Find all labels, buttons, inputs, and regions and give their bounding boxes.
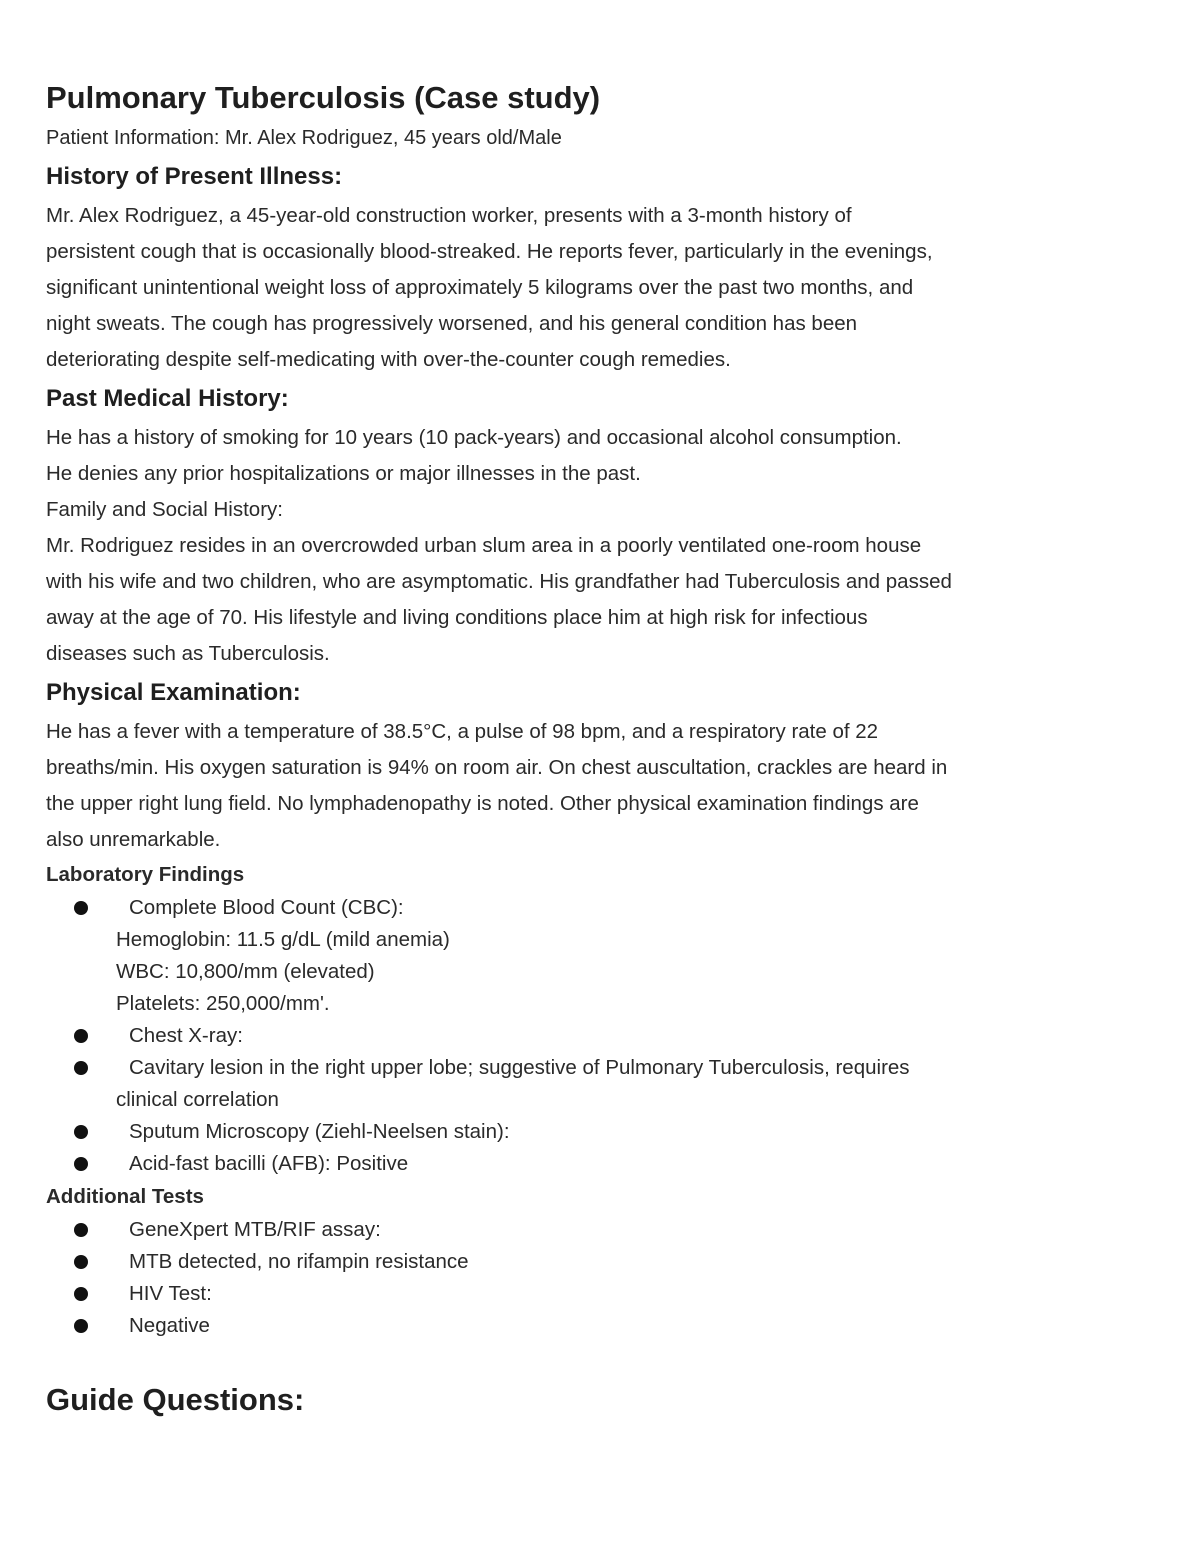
pmh-line: He has a history of smoking for 10 years (10 pack-years) and occasional alcohol consumption. xyxy=(46,426,902,449)
list-item xyxy=(46,1246,1161,1278)
lab-findings-list xyxy=(46,892,1161,924)
bullet-icon xyxy=(74,1157,88,1171)
cavitary-lesion-text-continued: clinical correlation xyxy=(116,1088,279,1111)
physical-exam-line: also unremarkable. xyxy=(46,828,221,851)
bullet-icon xyxy=(74,901,88,915)
wbc-value: WBC: 10,800/mm (elevated) xyxy=(116,960,375,983)
list-item xyxy=(46,1020,1161,1052)
cbc-label: Complete Blood Count (CBC): xyxy=(129,896,404,919)
list-item xyxy=(46,1148,1161,1180)
physical-exam-line: breaths/min. His oxygen saturation is 94% on room air. On chest auscultation, crackles are heard in xyxy=(46,756,948,779)
genexpert-label: GeneXpert MTB/RIF assay: xyxy=(129,1218,381,1241)
additional-tests-heading: Additional Tests xyxy=(46,1185,204,1208)
list-item xyxy=(46,892,1161,924)
bullet-icon xyxy=(74,1223,88,1237)
guide-questions-heading: Guide Questions: xyxy=(46,1382,305,1417)
pmh-paragraph xyxy=(46,420,1161,492)
hpi-line: deteriorating despite self-medicating with over-the-counter cough remedies. xyxy=(46,348,731,371)
hpi-line: significant unintentional weight loss of approximately 5 kilograms over the past two months, and xyxy=(46,276,914,299)
physical-exam-heading: Physical Examination: xyxy=(46,679,301,706)
physical-exam-line: He has a fever with a temperature of 38.5°C, a pulse of 98 bpm, and a respiratory rate of 22 xyxy=(46,720,879,743)
afb-result: Acid-fast bacilli (AFB): Positive xyxy=(129,1152,409,1175)
list-item xyxy=(46,1278,1161,1310)
list-item xyxy=(46,1052,1161,1116)
bullet-icon xyxy=(74,1029,88,1043)
family-social-heading: Family and Social History: xyxy=(46,498,283,521)
list-item xyxy=(46,1310,1161,1342)
pmh-heading: Past Medical History: xyxy=(46,385,289,412)
hiv-test-label: HIV Test: xyxy=(129,1282,212,1305)
lab-findings-list-continued xyxy=(46,1020,1161,1180)
document-page xyxy=(46,76,1161,1422)
pmh-line: He denies any prior hospitalizations or major illnesses in the past. xyxy=(46,462,641,485)
family-social-line: Mr. Rodriguez resides in an overcrowded urban slum area in a poorly ventilated one-room house xyxy=(46,534,922,557)
bullet-icon xyxy=(74,1319,88,1333)
sputum-microscopy-label: Sputum Microscopy (Ziehl-Neelsen stain): xyxy=(129,1120,510,1143)
list-item xyxy=(46,1116,1161,1148)
hpi-paragraph xyxy=(46,198,1161,378)
family-social-line: diseases such as Tuberculosis. xyxy=(46,642,330,665)
mtb-result: MTB detected, no rifampin resistance xyxy=(129,1250,469,1273)
family-social-paragraph xyxy=(46,528,1161,672)
hpi-line: night sweats. The cough has progressively worsened, and his general condition has been xyxy=(46,312,858,335)
hpi-heading: History of Present Illness: xyxy=(46,163,343,190)
cbc-values xyxy=(46,924,1161,1020)
bullet-icon xyxy=(74,1061,88,1075)
platelets-value: Platelets: 250,000/mm'. xyxy=(116,992,330,1015)
physical-exam-line: the upper right lung field. No lymphadenopathy is noted. Other physical examination findings are xyxy=(46,792,919,815)
document-title: Pulmonary Tuberculosis (Case study) xyxy=(46,80,601,115)
family-social-line: with his wife and two children, who are asymptomatic. His grandfather had Tuberculosis and passed xyxy=(46,570,952,593)
bullet-icon xyxy=(74,1255,88,1269)
lab-findings-heading: Laboratory Findings xyxy=(46,863,245,886)
additional-tests-list xyxy=(46,1214,1161,1342)
chest-xray-label: Chest X-ray: xyxy=(129,1024,243,1047)
hiv-result: Negative xyxy=(129,1314,210,1337)
family-social-line: away at the age of 70. His lifestyle and living conditions place him at high risk for infectious xyxy=(46,606,868,629)
hpi-line: persistent cough that is occasionally blood-streaked. He reports fever, particularly in the evenings, xyxy=(46,240,933,263)
cavitary-lesion-text: Cavitary lesion in the right upper lobe; suggestive of Pulmonary Tuberculosis, requires xyxy=(129,1056,910,1079)
list-item xyxy=(46,1214,1161,1246)
bullet-icon xyxy=(74,1287,88,1301)
bullet-icon xyxy=(74,1125,88,1139)
hpi-line: Mr. Alex Rodriguez, a 45-year-old construction worker, presents with a 3-month history of xyxy=(46,204,852,227)
hemoglobin-value: Hemoglobin: 11.5 g/dL (mild anemia) xyxy=(116,928,450,951)
patient-information: Patient Information: Mr. Alex Rodriguez, 45 years old/Male xyxy=(46,127,562,149)
physical-exam-paragraph xyxy=(46,714,1161,858)
